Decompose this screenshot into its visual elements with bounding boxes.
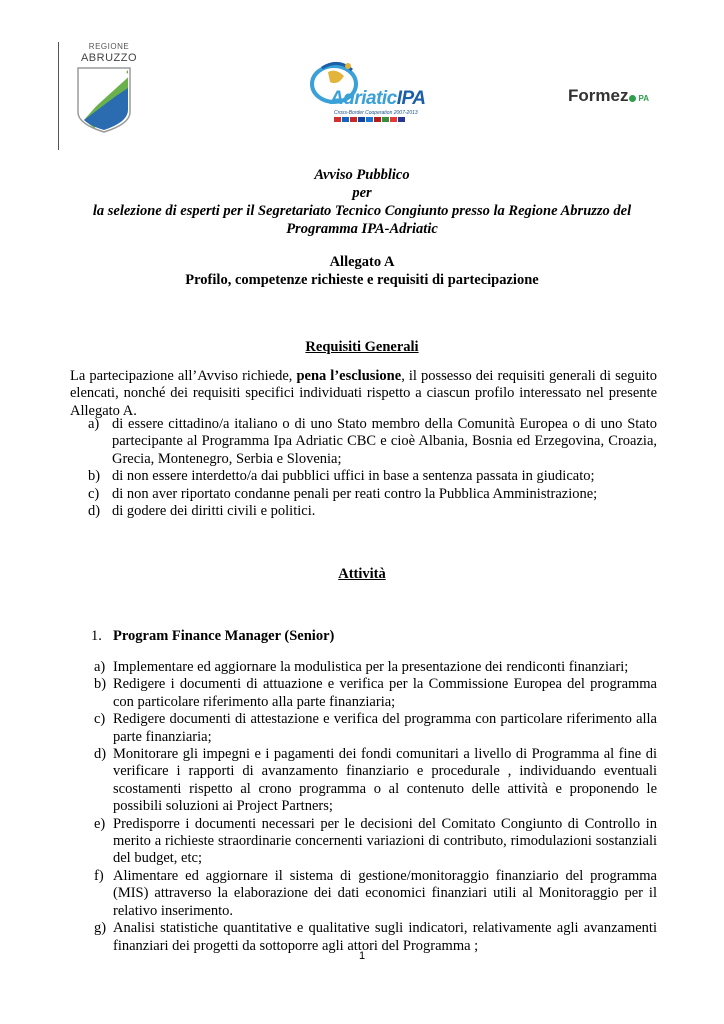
intro-text: La partecipazione all’Avviso richiede,	[70, 368, 297, 384]
list-item	[94, 711, 657, 746]
ipa-word: IPA	[396, 88, 426, 109]
list-item	[94, 746, 657, 816]
list-marker: f)	[94, 867, 104, 884]
flag-icon	[342, 117, 349, 122]
list-marker: b)	[88, 468, 101, 485]
flag-icon	[382, 117, 389, 122]
list-marker: b)	[94, 676, 107, 693]
logo-divider	[58, 42, 59, 150]
country-flags	[334, 117, 405, 122]
profile-heading	[91, 627, 334, 645]
list-item	[94, 868, 657, 920]
list-item	[94, 920, 657, 955]
flag-icon	[350, 117, 357, 122]
list-marker: d)	[88, 503, 101, 520]
list-marker: c)	[88, 485, 100, 502]
list-item-text: di non essere interdetto/a dai pubblici uffici in base a sentenza passata in giudicato;	[112, 468, 595, 485]
flag-icon	[358, 117, 365, 122]
list-item-text: di non aver riportato condanne penali per reati contro la Pubblica Amministrazione;	[112, 485, 598, 502]
flag-icon	[390, 117, 397, 122]
attivita-heading: Attività	[338, 566, 386, 582]
list-item-text: di godere dei diritti civili e politici.	[112, 503, 316, 520]
list-marker: c)	[94, 711, 106, 728]
intro-bold-text: pena l’esclusione	[296, 368, 402, 384]
adriatic-subtitle: Cross-Border Cooperation 2007-2013	[334, 110, 418, 116]
title-line-4: Programma IPA-Adriatic	[286, 221, 438, 237]
list-item-text: Implementare ed aggiornare la modulistica per la presentazione dei rendiconti finanziari;	[113, 659, 629, 675]
list-item-text: Monitorare gli impegni e i pagamenti dei fondi comunitari a livello di Programma al fine di verificare i rapporti di avanzamento finanziario e procedurale , individuando eventuali scostamenti rispetto al crono programma o al contenuto delle attività e proponendo le possibili soluzioni ai Project Partners;	[113, 746, 657, 815]
list-marker: a)	[88, 416, 100, 432]
list-item	[88, 486, 657, 503]
requisiti-list	[88, 416, 657, 520]
title-line-3: la selezione di esperti per il Segretariato Tecnico Congiunto presso la Regione Abruzzo del	[92, 203, 632, 219]
flag-icon	[366, 117, 373, 122]
allegato-subtitle: Profilo, competenze richieste e requisiti di partecipazione	[185, 272, 539, 288]
list-item	[88, 503, 657, 520]
adriatic-ipa-logo	[308, 58, 426, 128]
formez-pa-word: PA	[638, 94, 649, 103]
formez-pa-logo	[568, 86, 649, 106]
flag-icon	[334, 117, 341, 122]
list-item-text: di essere cittadino/a italiano o di uno Stato membro della Comunità Europea o di uno Stato partecipante al Programma Ipa Adriatic CBC e cioè Albania, Bosnia ed Erzegovina, Croazia, Grecia, Montenegro, Serbia e Slovenia;	[112, 416, 657, 467]
list-marker: e)	[94, 815, 106, 832]
adriatic-title	[330, 88, 426, 110]
list-item	[94, 659, 657, 676]
regione-shield-icon	[76, 66, 132, 134]
allegato-title: Allegato A	[329, 254, 395, 270]
requisiti-intro	[70, 368, 657, 420]
profile-title: Program Finance Manager (Senior)	[113, 628, 335, 644]
list-item	[94, 816, 657, 868]
list-marker: d)	[94, 746, 107, 763]
regione-abruzzo-logo	[58, 42, 148, 152]
list-marker: a)	[94, 659, 106, 675]
regione-label: REGIONE	[88, 42, 130, 51]
title-line-1: Avviso Pubblico	[314, 167, 410, 183]
title-line-2: per	[352, 185, 372, 201]
list-item-text: Redigere i documenti di attuazione e verifica per la Commissione Europea del programma con particolare riferimento alla parte finanziaria;	[113, 676, 657, 710]
adriatic-word: Adriatic	[330, 88, 397, 109]
list-marker: g)	[94, 920, 107, 937]
formez-word: Formez	[568, 86, 629, 105]
list-item-text: Predisporre i documenti necessari per le decisioni del Comitato Congiunto di Controllo in merito a richieste straordinarie concernenti variazioni di contributo, rimodulazioni sostanziali del budget, etc;	[113, 815, 657, 867]
list-item-text: Alimentare ed aggiornare il sistema di gestione/monitoraggio finanziario del programma (MIS) attraverso la elaborazione dei dati economici finanziari utili al Monitoraggio per il relativo inserimento.	[113, 867, 657, 919]
list-item	[94, 676, 657, 711]
flag-icon	[398, 117, 405, 122]
intro-text-end: , il possesso dei requisiti generali di seguito elencati, nonché dei requisiti specifici individuati rispetto a ciascun profilo interessato nel presente Allegato A.	[70, 368, 657, 419]
page-number: 1	[358, 950, 366, 962]
attivita-list	[94, 659, 657, 955]
list-item-text: Analisi statistiche quantitative e qualitative sugli indicatori, relativamente agli avanzamenti finanziari dei progetti da sottoporre agli attori del Programma ;	[113, 920, 657, 954]
abruzzo-label: ABRUZZO	[80, 52, 138, 64]
requisiti-heading: Requisiti Generali	[305, 339, 419, 355]
list-item	[88, 468, 657, 485]
flag-icon	[374, 117, 381, 122]
formez-dot-icon	[629, 95, 636, 102]
profile-number: 1.	[91, 628, 102, 644]
list-item	[88, 416, 657, 468]
list-item-text: Redigere documenti di attestazione e verifica del programma con particolare riferimento alla parte finanziaria;	[113, 711, 657, 745]
